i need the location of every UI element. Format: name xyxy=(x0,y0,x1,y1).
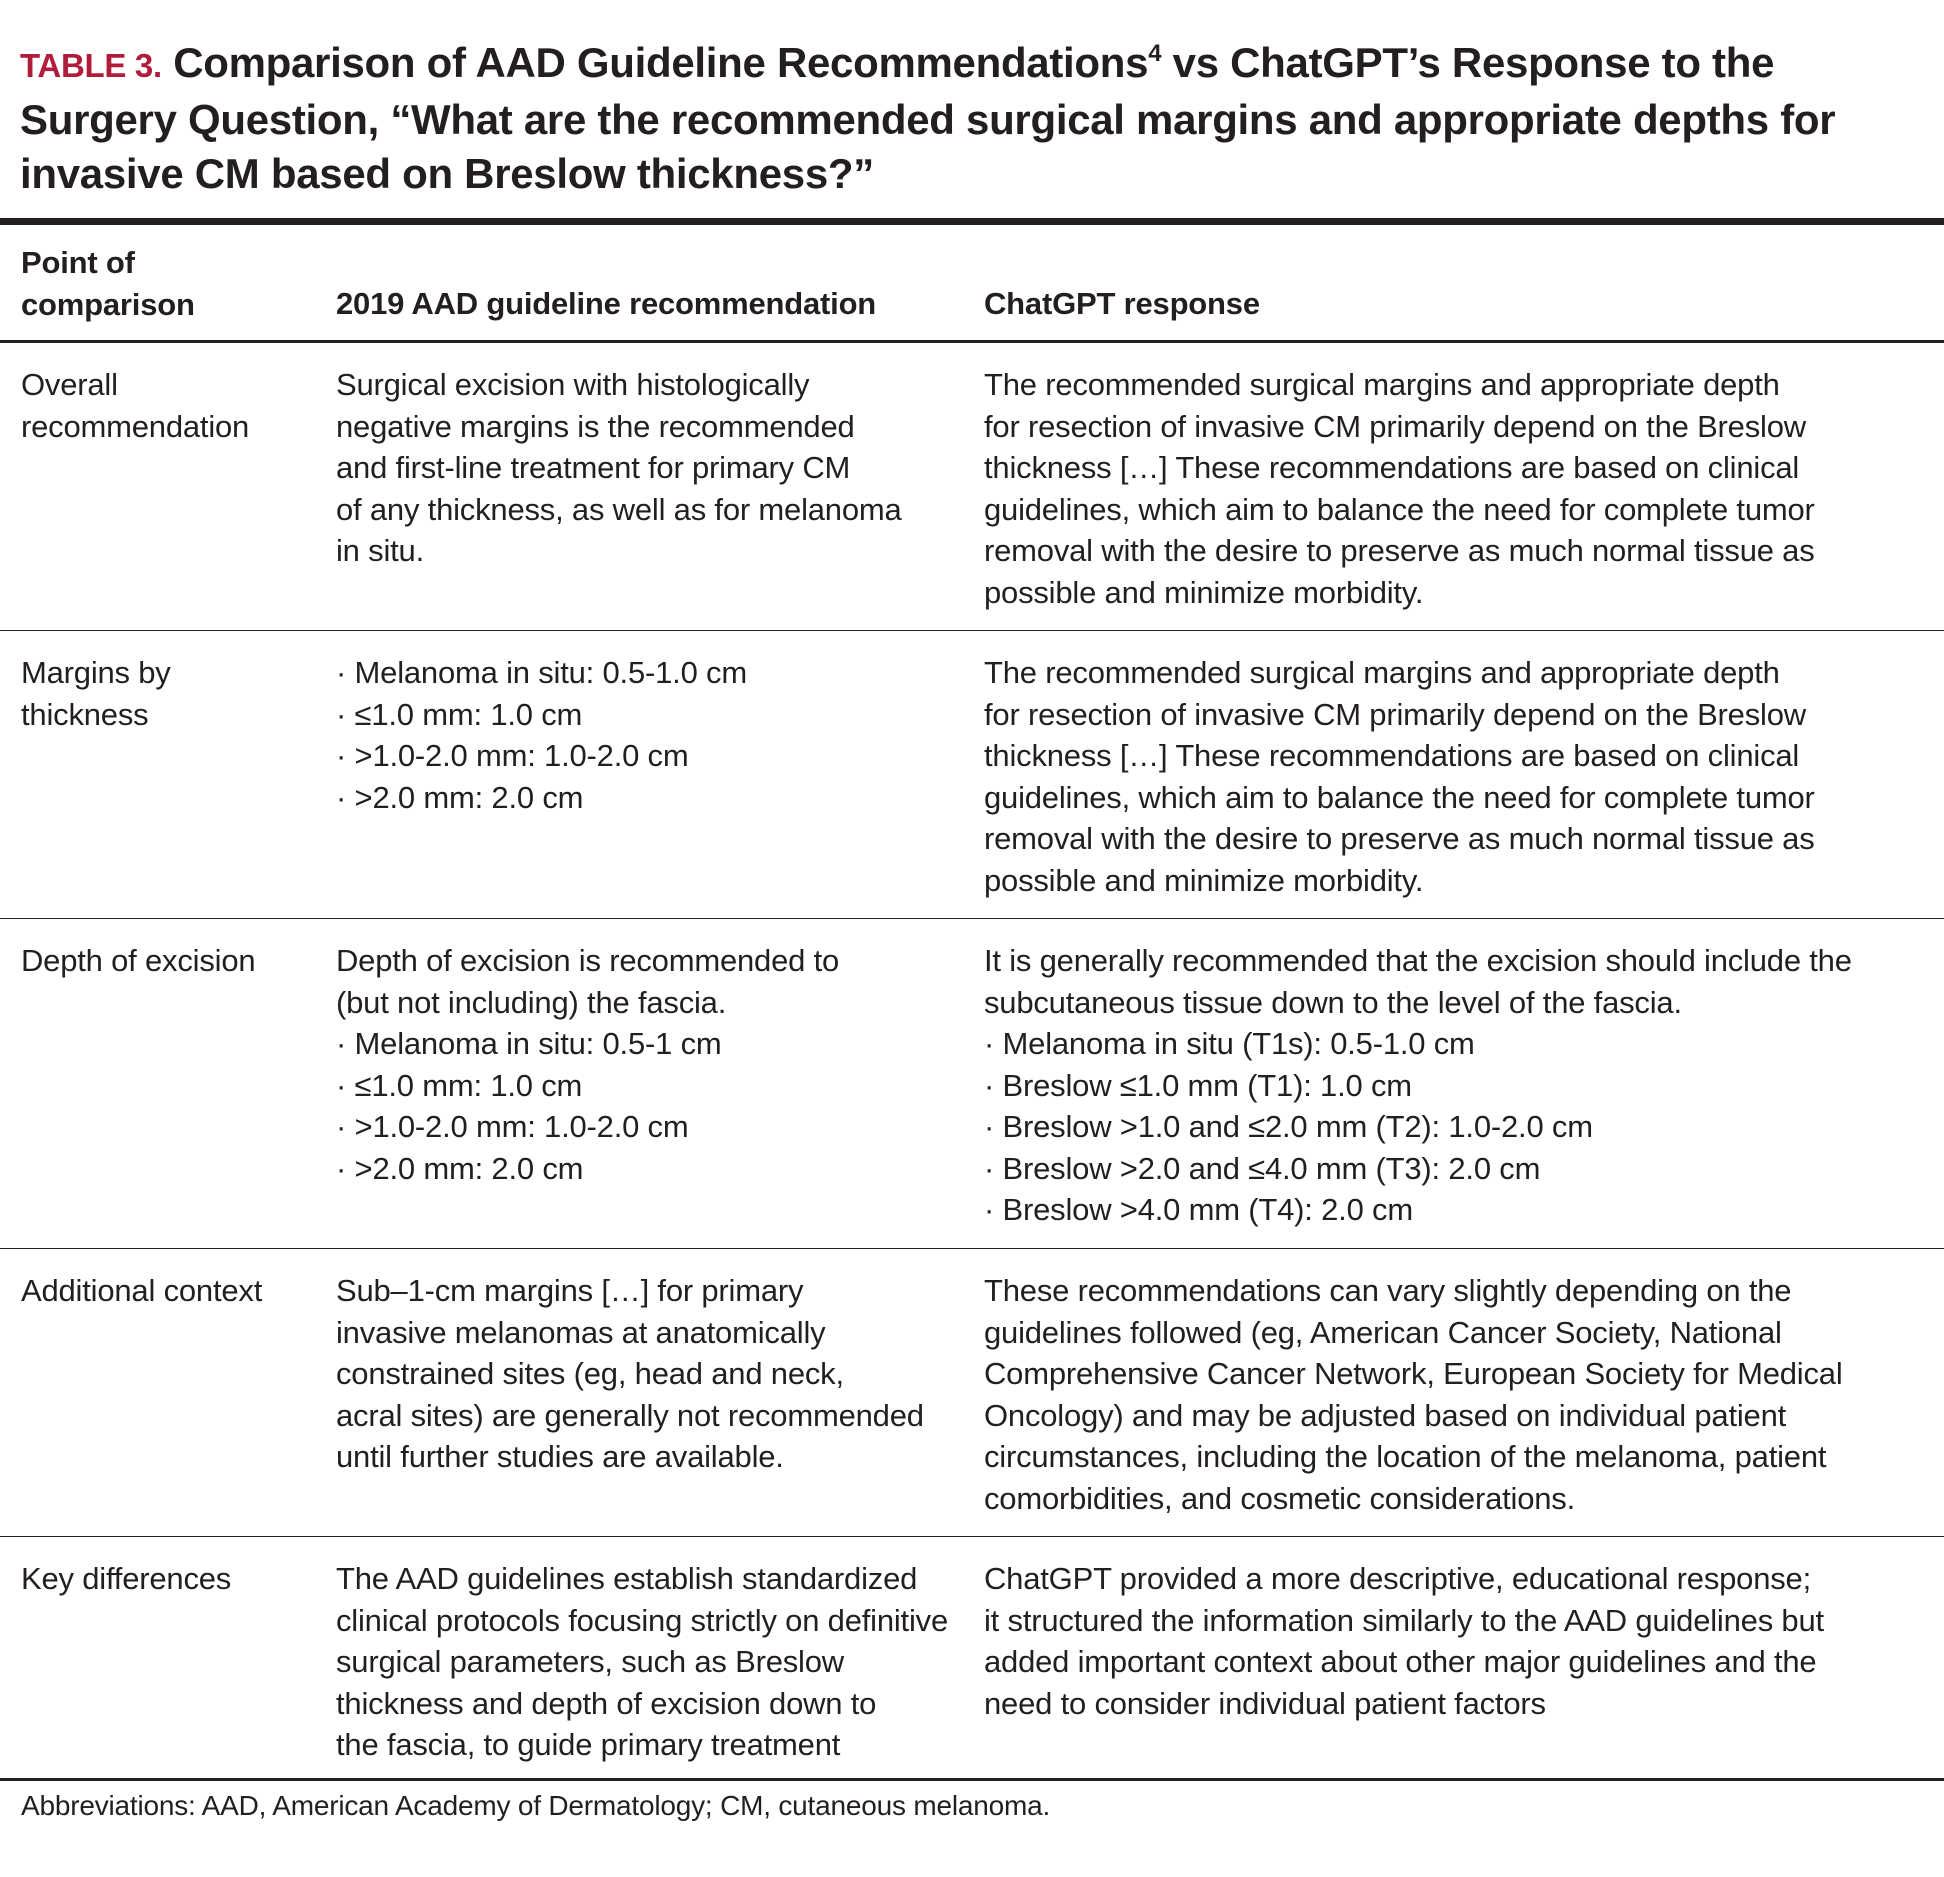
table-bottom-rule xyxy=(0,1778,1944,1781)
row-aad-depth: Depth of excision is recommended to (but not including) the fascia. · Melanoma in situ: 0.5-1 cm · ≤1.0 mm: 1.0 cm · >1.0-2.0 mm: 1.0-2.0 cm · >2.0 mm: 2.0 cm xyxy=(336,943,840,1186)
header-chatgpt-response: ChatGPT response xyxy=(984,286,1260,321)
row-point-differences: Key differences xyxy=(21,1561,232,1596)
row-divider xyxy=(0,1248,1944,1249)
row-chatgpt-context: These recommendations can vary slightly depending on the guidelines followed (eg, American Cancer Society, National Comprehensive Cancer Network, European Society for Medical Oncology) and may be adjusted based on individual patient circumstances, including the location of the melanoma, patient comorbidities, and cosmetic considerations. xyxy=(984,1273,1843,1516)
row-point-context: Additional context xyxy=(21,1273,263,1308)
row-point-depth: Depth of excision xyxy=(21,943,256,978)
row-aad-differences: The AAD guidelines establish standardized clinical protocols focusing strictly on definitive surgical parameters, such as Breslow thickness and depth of excision down to the fascia, to guide primary treatment xyxy=(336,1561,948,1762)
table-caption xyxy=(20,36,1920,201)
row-aad-context: Sub–1-cm margins […] for primary invasive melanomas at anatomically constrained sites (eg, head and neck, acral sites) are generally not recommended until further studies are available. xyxy=(336,1273,924,1474)
abbreviations-footnote: Abbreviations: AAD, American Academy of Dermatology; CM, cutaneous melanoma. xyxy=(21,1790,1051,1821)
row-point-margins: Margins by thickness xyxy=(21,655,171,732)
row-chatgpt-margins: The recommended surgical margins and appropriate depth for resection of invasive CM primarily depend on the Breslow thickness […] These recommendations are based on clinical guidelines, which aim to balance the need for complete tumor removal with the desire to preserve as much normal tissue as possible and minimize morbidity. xyxy=(984,655,1815,898)
row-aad-margins: · Melanoma in situ: 0.5-1.0 cm · ≤1.0 mm: 1.0 cm · >1.0-2.0 mm: 1.0-2.0 cm · >2.0 mm: 2.0 cm xyxy=(336,655,747,815)
caption-title-part1: Comparison of AAD Guideline Recommendations xyxy=(161,39,1149,86)
row-chatgpt-depth: It is generally recommended that the excision should include the subcutaneous tissue down to the level of the fascia. · Melanoma in situ (T1s): 0.5-1.0 cm · Breslow ≤1.0 mm (T1): 1.0 cm · Breslow >1.0 and ≤2.0 mm (T2): 1.0-2.0 cm · Breslow >2.0 and ≤4.0 mm (T3): 2.0 cm · Breslow >4.0 mm (T4): 2.0 cm xyxy=(984,943,1852,1227)
row-chatgpt-overall: The recommended surgical margins and appropriate depth for resection of invasive CM primarily depend on the Breslow thickness […] These recommendations are based on clinical guidelines, which aim to balance the need for complete tumor removal with the desire to preserve as much normal tissue as possible and minimize morbidity. xyxy=(984,367,1815,610)
row-point-overall: Overall recommendation xyxy=(21,367,250,444)
row-divider xyxy=(0,630,1944,631)
header-aad-guideline: 2019 AAD guideline recommendation xyxy=(336,286,877,321)
caption-reference-superscript: 4 xyxy=(1148,40,1162,67)
caption-title-part2: vs ChatGPT’s Response to the Surgery Question, “What are the recommended surgical margins and appropriate depths for invasive CM based on Breslow thickness?” xyxy=(20,39,1836,197)
row-aad-overall: Surgical excision with histologically negative margins is the recommended and first-line treatment for primary CM of any thickness, as well as for melanoma in situ. xyxy=(336,367,902,568)
table-top-rule xyxy=(0,218,1944,225)
header-point-of-comparison: Point of comparison xyxy=(21,245,195,322)
table-label: TABLE 3. xyxy=(20,47,162,84)
row-divider xyxy=(0,918,1944,919)
row-divider xyxy=(0,1536,1944,1537)
header-bottom-rule xyxy=(0,340,1944,343)
row-chatgpt-differences: ChatGPT provided a more descriptive, educational response; it structured the information similarly to the AAD guidelines but added important context about other major guidelines and the need to consider individual patient factors xyxy=(984,1561,1824,1721)
